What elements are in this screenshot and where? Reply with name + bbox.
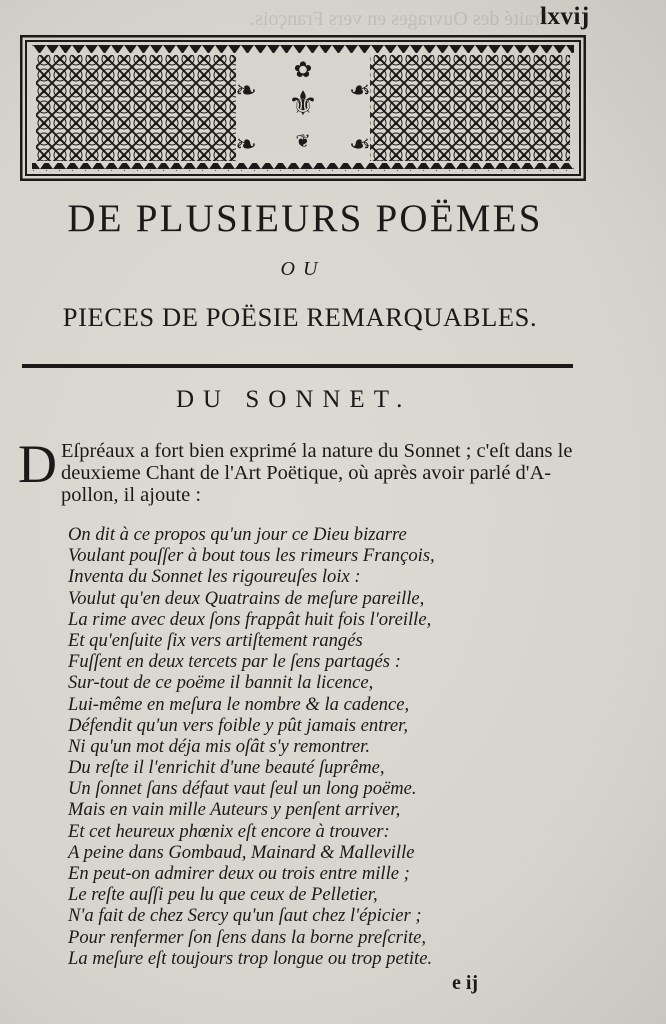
- poem-line: Ni qu'un mot déja mis oſât s'y remontrer.: [68, 735, 371, 757]
- section-heading: DU SONNET.: [176, 386, 412, 413]
- poem-line: N'a fait de chez Sercy qu'un ſaut chez l'épicier ;: [68, 905, 422, 927]
- poem-line: Voulant pouſſer à bout tous les rimeurs François,: [68, 545, 435, 567]
- poem-line: En peut-on admirer deux ou trois entre mille ;: [68, 863, 410, 884]
- svg-text:❧: ❧: [349, 130, 371, 159]
- poem-line: Du reſte il l'enrichit d'une beauté ſuprême,: [68, 757, 385, 779]
- decorative-headpiece-ornament: [20, 35, 586, 181]
- page-number: lxvij: [540, 3, 590, 30]
- poem-line: Sur-tout de ce poëme il bannit la licence,: [68, 672, 374, 694]
- poem-line: Et cet heureux phœnix eſt encore à trouver:: [68, 820, 390, 842]
- poem-line: La rime avec deux ſons frappât huit fois l'oreille,: [68, 608, 432, 630]
- poem-line: Inventa du Sonnet les rigoureuſes loix :: [68, 566, 361, 588]
- bleed-through-running-head: Traité des Ouvrages en vers François.: [250, 8, 552, 30]
- poem-line: Mais en vain mille Auteurs y penſent arriver,: [68, 799, 401, 821]
- poem-line: A peine dans Gombaud, Mainard & Malleville: [68, 841, 415, 863]
- poem-line: La meſure eſt toujours trop longue ou trop petite.: [68, 947, 433, 969]
- svg-text:❧: ❧: [235, 130, 257, 159]
- svg-text:✿: ✿: [293, 57, 313, 82]
- main-title: DE PLUSIEURS POËMES: [67, 197, 543, 240]
- title-conjunction: OU: [280, 258, 326, 280]
- poem-line: Un ſonnet ſans défaut vaut ſeul un long poëme.: [68, 778, 417, 800]
- poem-line: Et qu'enſuite ſix vers artiſtement rangés: [68, 629, 363, 651]
- poem-line: Fuſſent en deux tercets par le ſens partagés :: [68, 651, 401, 673]
- poem-line: Voulut qu'en deux Quatrains de meſure pareille,: [68, 587, 425, 609]
- poem-line: Pour renfermer ſon ſens dans la borne preſcrite,: [68, 926, 427, 948]
- intro-text: Eſpréaux a fort bien exprimé la nature du Sonnet ; c'eſt dans le deuxieme Chant de l'Art Poëtique, où après avoir parlé d'A- pollon, il ajoute :: [61, 440, 573, 506]
- drop-cap: D: [18, 434, 57, 494]
- svg-text:❦: ❦: [295, 131, 311, 151]
- subtitle: PIECES DE POËSIE REMARQUABLES.: [62, 302, 538, 332]
- svg-text:⚜: ⚜: [287, 86, 319, 123]
- poem-line: On dit à ce propos qu'un jour ce Dieu bizarre: [68, 524, 407, 545]
- poem-line: Lui-même en meſura le nombre & la cadence,: [68, 693, 410, 715]
- horizontal-rule: [22, 364, 573, 368]
- svg-text:❧: ❧: [349, 76, 371, 105]
- fleuron-icon: [235, 57, 371, 159]
- svg-text:❧: ❧: [235, 76, 257, 105]
- poem-line: Le reſte auſſi peu lu que ceux de Pelletier,: [68, 884, 378, 906]
- catchword-signature: e ij: [452, 972, 479, 994]
- intro-paragraph: [18, 434, 588, 506]
- poem-line: Défendit qu'un vers foible y pût jamais entrer,: [68, 714, 408, 736]
- poem-quotation: [68, 524, 498, 969]
